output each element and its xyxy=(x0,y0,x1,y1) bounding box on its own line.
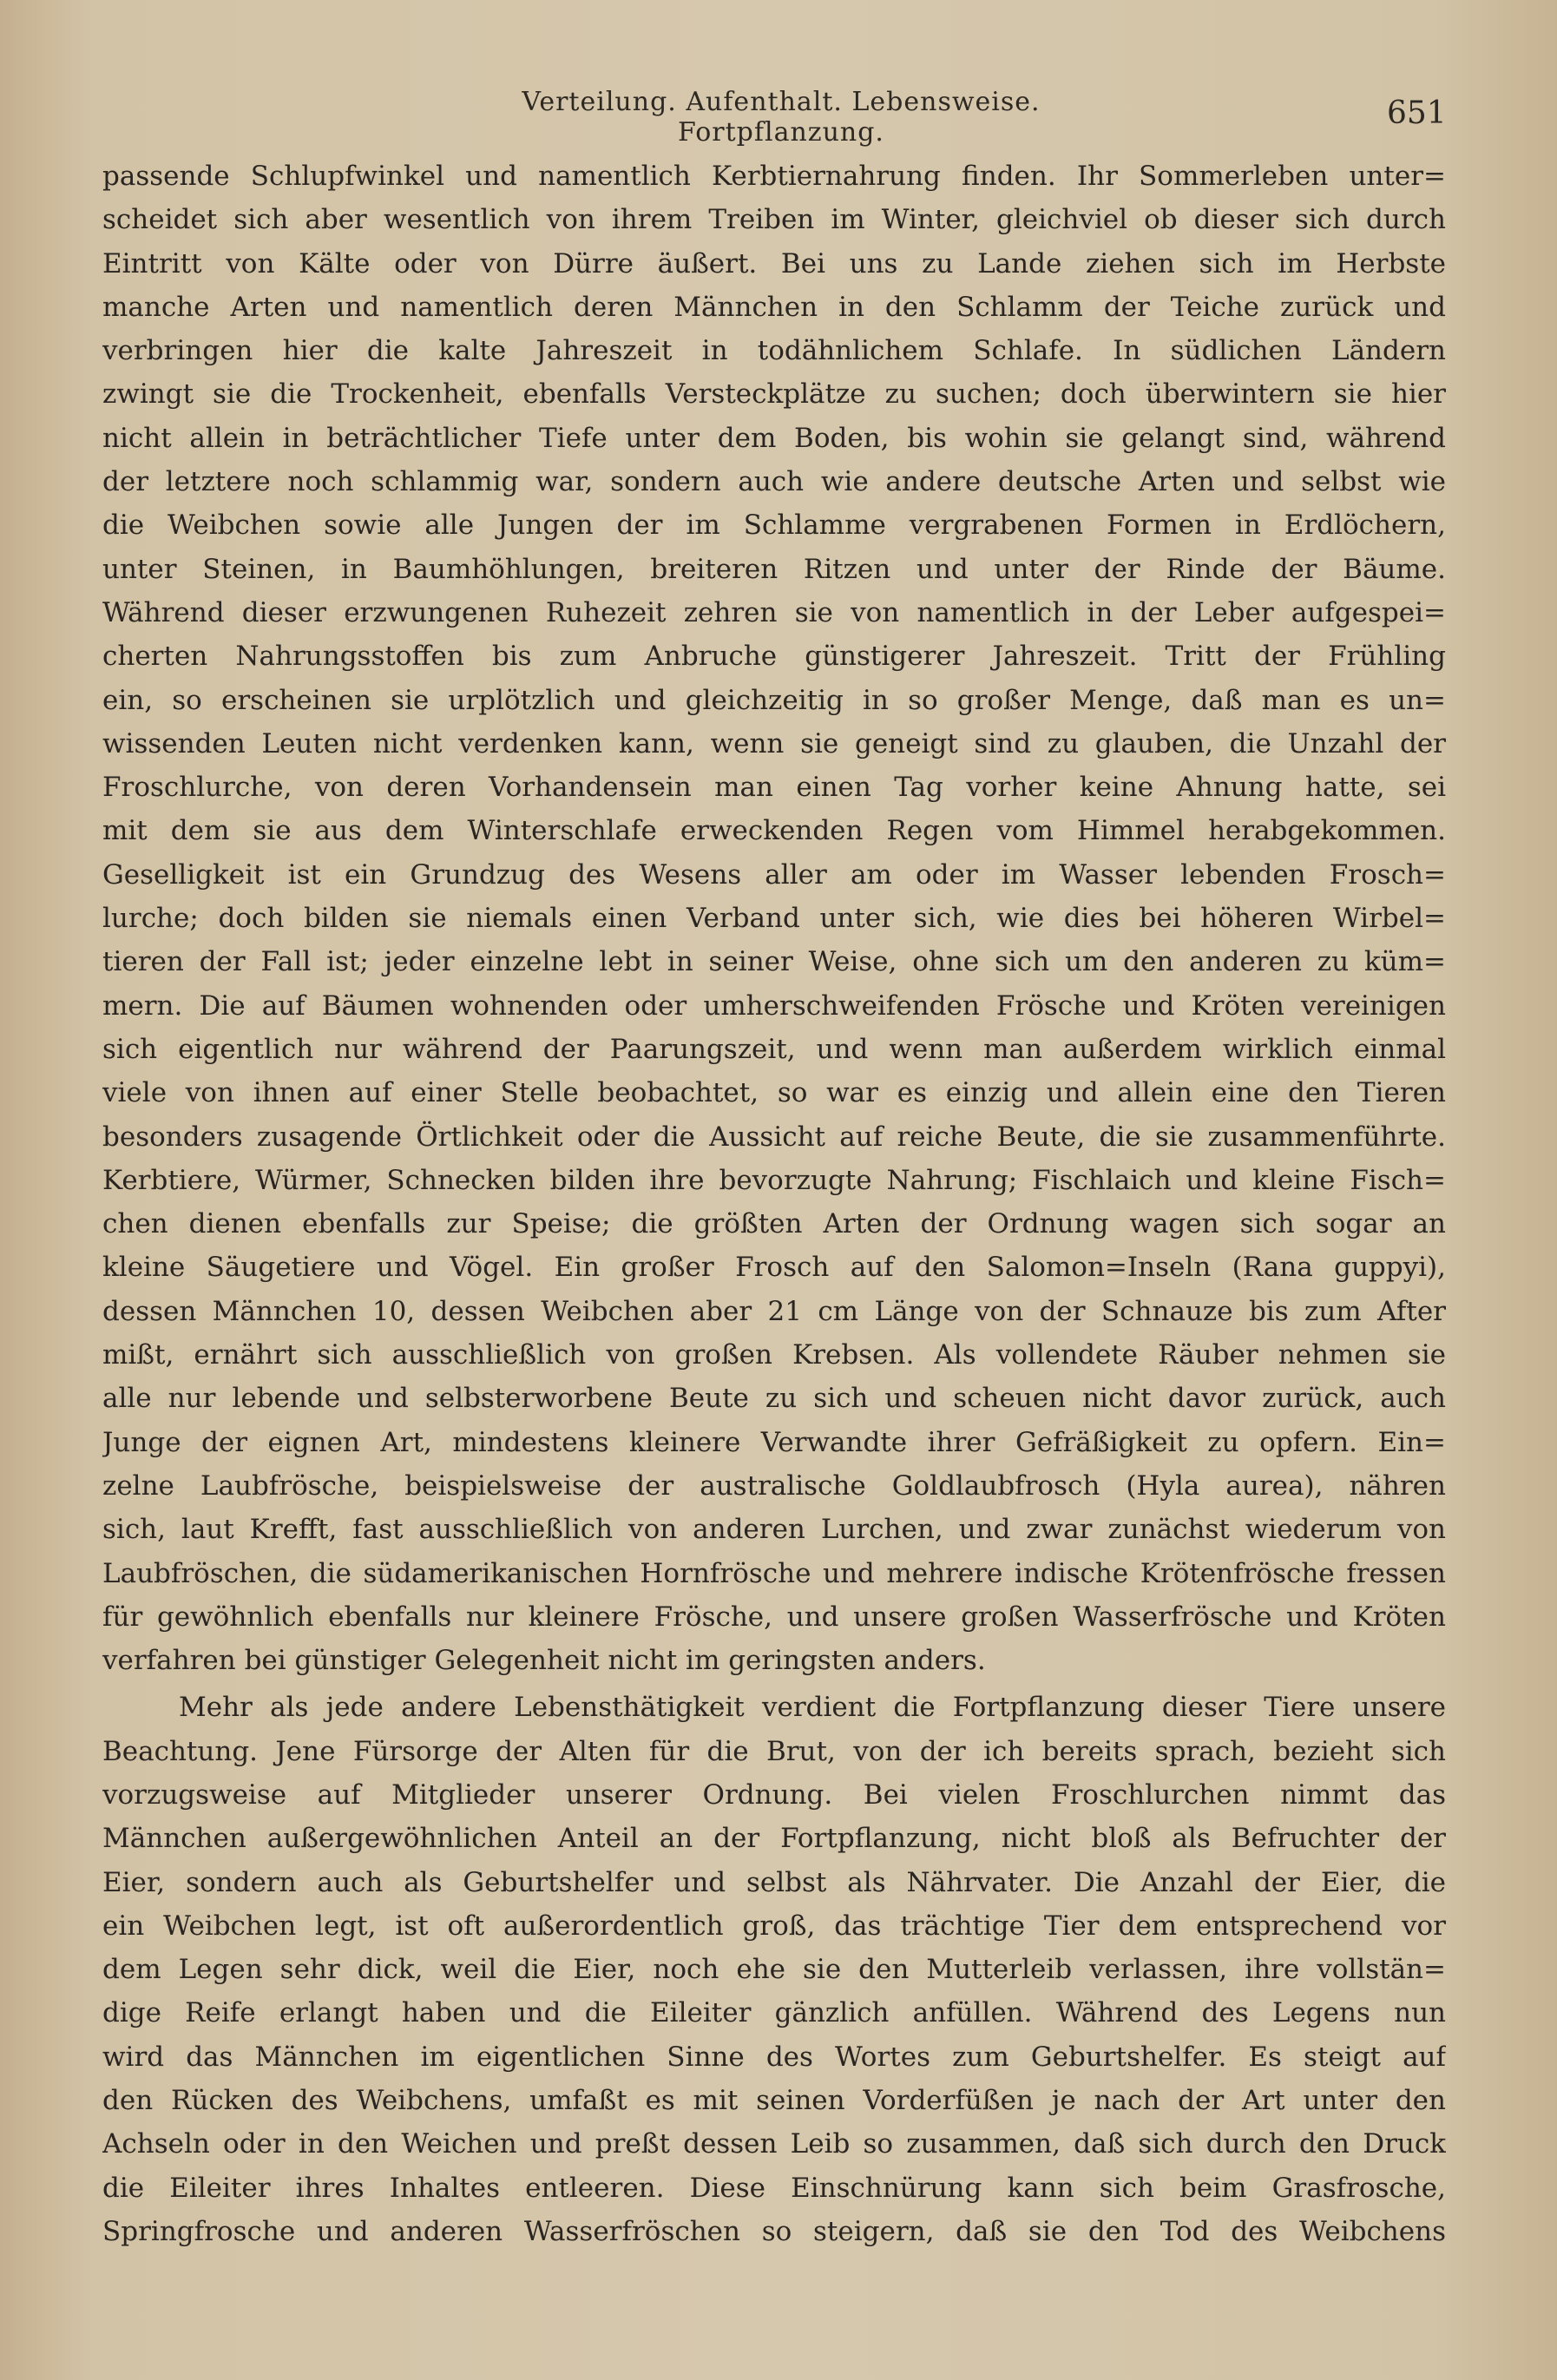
text-line: Beachtung. Jene Fürsorge der Alten für die Brut, von der ich bereits sprach, bezieht sich xyxy=(102,1735,1446,1767)
text-line: Laubfröschen, die südamerikanischen Hornfrösche und mehrere indische Krötenfrösche fressen xyxy=(102,1557,1446,1589)
text-line: verbringen hier die kalte Jahreszeit in todähnlichem Schlafe. In südlichen Ländern xyxy=(102,335,1446,367)
text-line: wissenden Leuten nicht verdenken kann, wenn sie geneigt sind zu glauben, die Unzahl der xyxy=(102,727,1446,759)
text-line: dem Legen sehr dick, weil die Eier, noch ehe sie den Mutterleib verlassen, ihre vollstän= xyxy=(102,1954,1446,1986)
text-line: viele von ihnen auf einer Stelle beobachtet, so war es einzig und allein eine den Tieren xyxy=(102,1077,1446,1109)
text-line: alle nur lebende und selbsterworbene Beute zu sich und scheuen nicht davor zurück, auch xyxy=(102,1383,1446,1415)
text-line: für gewöhnlich ebenfalls nur kleinere Frösche, und unsere großen Wasserfrösche und Kröten xyxy=(102,1601,1446,1633)
text-line: unter Steinen, in Baumhöhlungen, breiteren Ritzen und unter der Rinde der Bäume. xyxy=(102,553,1446,585)
body-text xyxy=(102,155,1446,2253)
text-line: den Rücken des Weibchens, umfaßt es mit seinen Vorderfüßen je nach der Art unter den xyxy=(102,2085,1446,2117)
text-line: passende Schlupfwinkel und namentlich Kerbtiernahrung finden. Ihr Sommerleben unter= xyxy=(102,161,1446,192)
text-line: Männchen außergewöhnlichen Anteil an der Fortpflanzung, nicht bloß als Befruchter der xyxy=(102,1823,1446,1855)
running-head: Verteilung. Aufenthalt. Lebensweise. Fortpflanzung. xyxy=(522,87,1041,148)
text-line: sich, laut Krefft, fast ausschließlich von anderen Lurchen, und zwar zunächst wiederum von xyxy=(102,1514,1446,1546)
text-line: zwingt sie die Trockenheit, ebenfalls Versteckplätze zu suchen; doch überwintern sie hier xyxy=(102,378,1446,411)
text-line: scheidet sich aber wesentlich von ihrem Treiben im Winter, gleichviel ob dieser sich durch xyxy=(102,204,1446,236)
text-line: tieren der Fall ist; jeder einzelne lebt in seiner Weise, ohne sich um den anderen zu küm= xyxy=(102,946,1446,978)
text-line: die Weibchen sowie alle Jungen der im Schlamme vergrabenen Formen in Erdlöchern, xyxy=(102,510,1446,542)
text-line: lurche; doch bilden sie niemals einen Verband unter sich, wie dies bei höheren Wirbel= xyxy=(102,903,1446,935)
text-line: kleine Säugetiere und Vögel. Ein großer Frosch auf den Salomon=Inseln (Rana guppyi), xyxy=(102,1252,1446,1284)
text-line: verfahren bei günstiger Gelegenheit nicht im geringsten anders. xyxy=(102,1645,986,1677)
text-line: die Eileiter ihres Inhaltes entleeren. Diese Einschnürung kann sich beim Grasfrosche, xyxy=(102,2172,1446,2204)
text-line: Eier, sondern auch als Geburtshelfer und selbst als Nährvater. Die Anzahl der Eier, die xyxy=(102,1866,1446,1898)
text-line: Während dieser erzwungenen Ruhezeit zehren sie von namentlich in der Leber aufgespei= xyxy=(102,596,1446,628)
text-line: zelne Laubfrösche, beispielsweise der australische Goldlaubfrosch (Hyla aurea), nähren xyxy=(102,1469,1446,1502)
text-line: mern. Die auf Bäumen wohnenden oder umherschweifenden Frösche und Kröten vereinigen xyxy=(102,989,1446,1022)
text-line: Eintritt von Kälte oder von Dürre äußert. Bei uns zu Lande ziehen sich im Herbste xyxy=(102,247,1446,279)
page-number: 651 xyxy=(1387,95,1447,131)
text-line: der letztere noch schlammig war, sondern auch wie andere deutsche Arten und selbst wie xyxy=(102,466,1446,498)
text-line: cherten Nahrungsstoffen bis zum Anbruche günstigerer Jahreszeit. Tritt der Frühling xyxy=(102,641,1446,673)
text-line: ein Weibchen legt, ist oft außerordentlich groß, das trächtige Tier dem entsprechend vor xyxy=(102,1910,1446,1942)
text-line: Junge der eignen Art, mindestens kleinere Verwandte ihrer Gefräßigkeit zu opfern. Ein= xyxy=(102,1426,1446,1458)
text-line: chen dienen ebenfalls zur Speise; die größten Arten der Ordnung wagen sich sogar an xyxy=(102,1208,1446,1240)
text-line: wird das Männchen im eigentlichen Sinne des Wortes zum Geburtshelfer. Es steigt auf xyxy=(102,2041,1446,2073)
text-line: dige Reife erlangt haben und die Eileiter gänzlich anfüllen. Während des Legens nun xyxy=(102,1997,1446,2029)
text-line: Geselligkeit ist ein Grundzug des Wesens aller am oder im Wasser lebenden Frosch= xyxy=(102,858,1446,891)
text-line: nicht allein in beträchtlicher Tiefe unter dem Boden, bis wohin sie gelangt sind, während xyxy=(102,422,1446,454)
paragraph-1 xyxy=(102,155,1446,1682)
text-line: Springfrosche und anderen Wasserfröschen so steigern, daß sie den Tod des Weibchens xyxy=(102,2215,1446,2247)
paragraph-2 xyxy=(102,1686,1446,2253)
text-line: dessen Männchen 10, dessen Weibchen aber 21 cm Länge von der Schnauze bis zum After xyxy=(102,1295,1446,1327)
text-line: Achseln oder in den Weichen und preßt dessen Leib so zusammen, daß sich durch den Druck xyxy=(102,2128,1446,2160)
text-line: Kerbtiere, Würmer, Schnecken bilden ihre bevorzugte Nahrung; Fischlaich und kleine Fisch= xyxy=(102,1164,1446,1196)
text-line: manche Arten und namentlich deren Männchen in den Schlamm der Teiche zurück und xyxy=(102,291,1446,323)
text-line: ein, so erscheinen sie urplötzlich und gleichzeitig in so großer Menge, daß man es un= xyxy=(102,684,1446,716)
text-line: Mehr als jede andere Lebensthätigkeit verdient die Fortpflanzung dieser Tiere unsere xyxy=(179,1692,1446,1724)
text-line: sich eigentlich nur während der Paarungszeit, und wenn man außerdem wirklich einmal xyxy=(102,1033,1446,1065)
text-line: mit dem sie aus dem Winterschlafe erweckenden Regen vom Himmel herabgekommen. xyxy=(102,815,1446,847)
text-line: vorzugsweise auf Mitglieder unserer Ordnung. Bei vielen Froschlurchen nimmt das xyxy=(102,1778,1446,1811)
text-line: besonders zusagende Örtlichkeit oder die Aussicht auf reiche Beute, die sie zusammenführte. xyxy=(102,1121,1446,1153)
text-line: Froschlurche, von deren Vorhandensein man einen Tag vorher keine Ahnung hatte, sei xyxy=(102,772,1446,804)
text-line: mißt, ernährt sich ausschließlich von großen Krebsen. Als vollendete Räuber nehmen sie xyxy=(102,1339,1446,1371)
